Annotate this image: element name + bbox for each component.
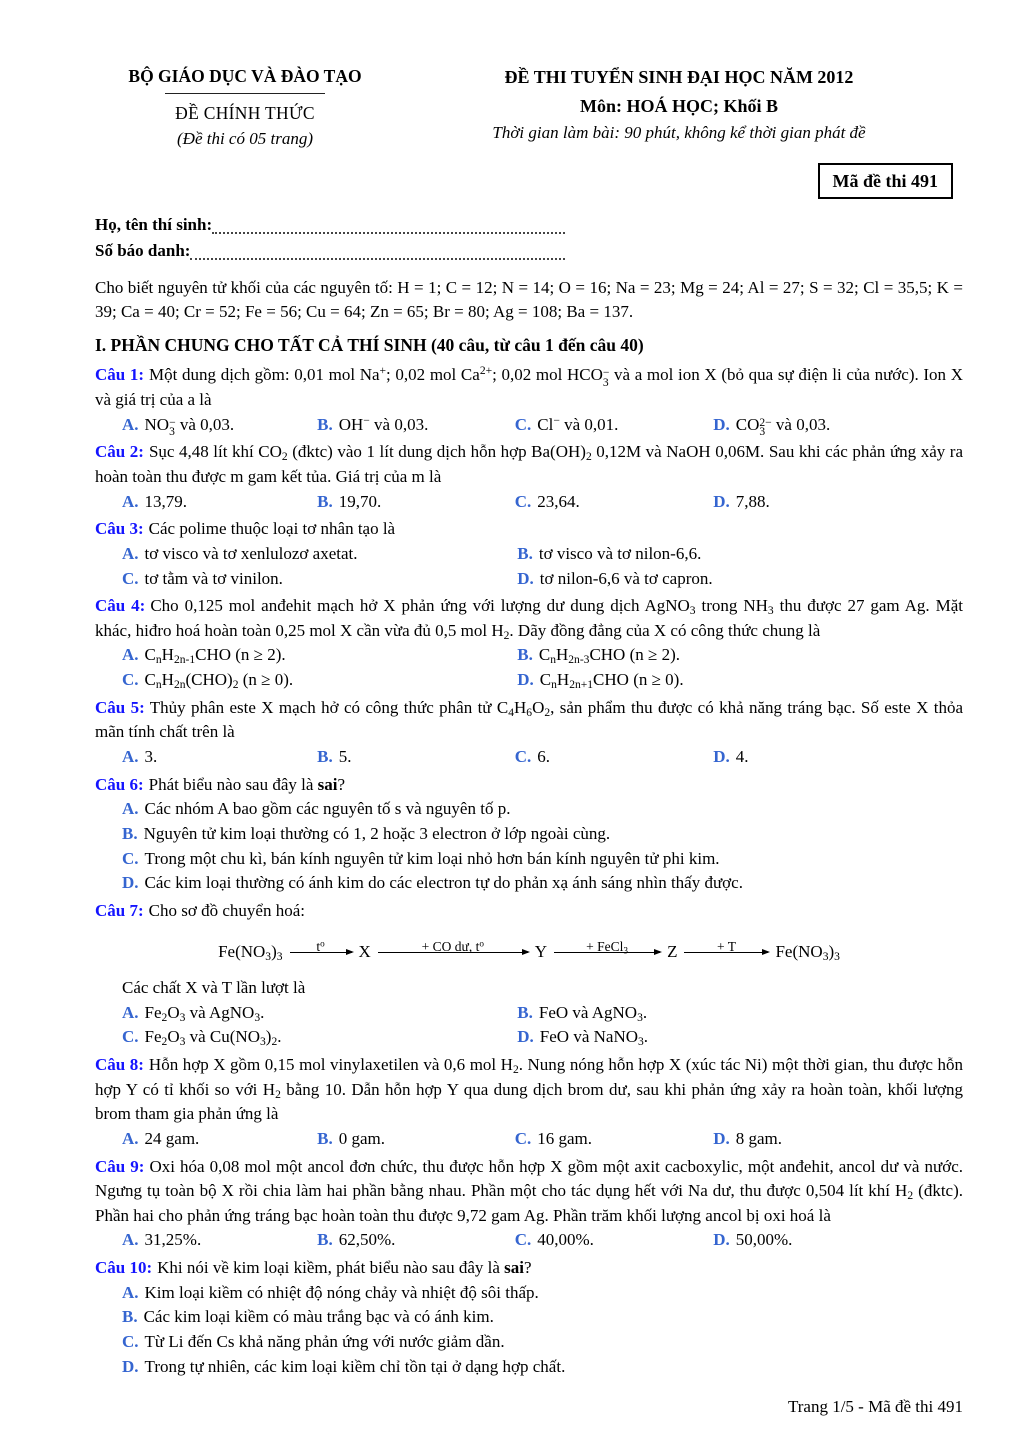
scheme-node: Y: [534, 942, 548, 962]
option-text: $C_nH_{2n-3}CHO$ (n ≥ 2).: [538, 645, 680, 667]
question-text: Hỗn hợp X gồm 0,15 mol vinylaxetilen và 0,6 mol $H_2$. Nung nóng hỗn hợp X (xúc tác Ni) một thời gian, thu được hỗn hợp Y có tỉ khối so với $H_2$ bằng 10. Dẫn hỗn hợp Y qua dung dịch brom dư, sau khi phản ứng xảy ra hoàn toàn, khối lượng brom tham gia phản ứng là: [95, 1054, 963, 1124]
option-letter: C.: [122, 848, 139, 868]
option-text: $C_nH_{2n}(CHO)_2$ (n ≥ 0).: [144, 670, 294, 692]
option: [122, 1228, 317, 1253]
options: [122, 490, 963, 515]
question-text: Khi nói về kim loại kiềm, phát biểu nào sau đây là sai?: [157, 1258, 532, 1278]
question-text: Các polime thuộc loại tơ nhân tạo là: [148, 519, 396, 539]
option-text: Các kim loại kiềm có màu trắng bạc và có ánh kim.: [143, 1307, 494, 1327]
question-body: [95, 696, 963, 745]
option-text: CO 2− 3 và 0,03.: [735, 414, 831, 439]
question: [95, 594, 963, 693]
options: [122, 1281, 963, 1380]
scheme-node: $Fe(NO_3)_3$: [218, 942, 283, 964]
question-label: Câu 6:: [95, 774, 144, 794]
option-letter: D.: [713, 414, 730, 434]
option-text: 62,50%.: [338, 1230, 396, 1250]
option: [515, 490, 713, 515]
option-letter: D.: [517, 1027, 534, 1047]
option-letter: C.: [514, 747, 532, 767]
option: [713, 413, 963, 438]
option-letter: B.: [317, 491, 333, 511]
option-letter: B.: [122, 823, 138, 843]
arrow-label: + T: [716, 938, 736, 954]
option-letter: A.: [122, 747, 139, 767]
option-text: Cl− và 0,01.: [537, 413, 619, 434]
option-letter: A.: [122, 1282, 139, 1302]
header-left: [95, 64, 395, 151]
option-text: 4.: [735, 747, 749, 767]
question-body: [95, 1256, 963, 1281]
page-count-note: (Đề thi có 05 trang): [177, 128, 313, 148]
option-text: 5.: [338, 747, 352, 767]
scheme-node: $Fe(NO_3)_3$: [775, 942, 840, 964]
option-text: Các nhóm A bao gồm các nguyên tố s và nguyên tố p.: [144, 799, 511, 819]
question-body: [95, 517, 963, 542]
question: [95, 517, 963, 591]
question-label: Câu 10:: [95, 1258, 153, 1278]
option-text: NO − 3 và 0,03.: [144, 414, 235, 439]
option-letter: A.: [122, 491, 139, 511]
option-text: tơ visco và tơ xenlulozơ axetat.: [144, 543, 358, 563]
option-letter: D.: [713, 1230, 730, 1250]
question-text: Cho sơ đồ chuyển hoá:: [148, 900, 305, 920]
question-label: Câu 5:: [95, 697, 145, 717]
option-text: FeO và NaNO$_3$.: [539, 1027, 649, 1049]
option-letter: A.: [122, 543, 139, 563]
option-text: Các kim loại thường có ánh kim do các electron tự do phản xạ ánh sáng nhìn thấy được.: [144, 873, 743, 893]
option: [122, 1281, 963, 1306]
option-letter: B.: [317, 747, 333, 767]
question: [95, 1155, 963, 1254]
options: [122, 797, 963, 896]
option-text: 8 gam.: [735, 1128, 783, 1148]
option: [122, 822, 963, 847]
question: [95, 363, 963, 437]
option: [317, 1228, 515, 1253]
option-letter: B.: [317, 1230, 333, 1250]
arrow-line: [684, 952, 768, 953]
section-heading: I. PHẦN CHUNG CHO TẤT CẢ THÍ SINH (40 câu, từ câu 1 đến câu 40): [95, 335, 644, 356]
footer-page-label: Trang 1/5 - Mã đề thi 491: [787, 1397, 963, 1417]
options: [122, 1001, 963, 1050]
option: [122, 871, 963, 896]
question-label: Câu 9:: [95, 1156, 145, 1176]
option-letter: D.: [713, 1128, 730, 1148]
option-text: 7,88.: [735, 491, 770, 511]
question-label: Câu 4:: [95, 596, 146, 616]
option-text: Từ Li đến Cs khả năng phản ứng với nước giảm dần.: [144, 1331, 505, 1351]
scheme-node: Z: [667, 942, 678, 962]
question: [95, 773, 963, 896]
scheme-arrow: [684, 932, 768, 975]
option-letter: A.: [122, 1002, 139, 1022]
options: [122, 643, 963, 692]
question-body: [95, 363, 963, 412]
options: [122, 1228, 963, 1253]
option-letter: B.: [517, 645, 533, 665]
exam-title: ĐỀ THI TUYỂN SINH ĐẠI HỌC NĂM 2012: [504, 67, 854, 87]
option-letter: C.: [514, 1230, 532, 1250]
option: [122, 643, 517, 668]
option: [122, 745, 317, 770]
option-letter: C.: [514, 1128, 532, 1148]
scheme-arrow: [290, 932, 352, 975]
option-letter: A.: [122, 1230, 139, 1250]
option-letter: D.: [713, 747, 730, 767]
arrow-line: [378, 952, 528, 953]
question-text: Thủy phân este X mạch hở có công thức phân tử $C_4H_6O_2$, sản phẩm thu được có khả năng tráng bạc. Số este X thỏa mãn tính chất trên là: [95, 697, 963, 742]
candidate-name-label: Họ, tên thí sinh:: [95, 215, 213, 235]
question-text: Cho 0,125 mol anđehit mạch hở X phản ứng với lượng dư dung dịch AgNO$_3$ trong $NH_3$ thu được 27 gam Ag. Mặt khác, hiđro hoá hoàn toàn 0,25 mol X cần vừa đủ 0,5 mol $H_2$. Dãy đồng đẳng của X có công thức chung là: [95, 596, 963, 643]
option-letter: D.: [517, 568, 534, 588]
option-text: 6.: [537, 747, 551, 767]
option: [122, 668, 517, 693]
question-list: [95, 363, 963, 1379]
option-letter: B.: [517, 1002, 533, 1022]
question-body: [95, 440, 963, 489]
atomic-masses: Cho biết nguyên tử khối của các nguyên tố: H = 1; C = 12; N = 14; O = 16; Na = 23; Mg = 24; Al = 27; S = 32; Cl = 35,5; K = 39; Ca = 40; Cr = 52; Fe = 56; Cu = 64; Zn = 65; Br = 80; Ag = 108; Ba = 137.: [95, 277, 963, 322]
option-letter: C.: [122, 568, 139, 588]
question: [95, 440, 963, 514]
option-text: Kim loại kiềm có nhiệt độ nóng chảy và nhiệt độ sôi thấp.: [144, 1282, 539, 1302]
question-text: Một dung dịch gồm: 0,01 mol Na+; 0,02 mol $Ca^{2+}$; 0,02 mol HCO − 3 và a mol ion X (bỏ qua sự điện li của nước). Ion X và giá trị của a là: [95, 364, 963, 410]
option-text: tơ tằm và tơ vinilon.: [144, 568, 283, 588]
option: [517, 1001, 963, 1026]
option-letter: C.: [122, 1027, 139, 1047]
scheme-arrow: [378, 932, 528, 975]
candidate-name-row: [95, 213, 565, 238]
header-right: [395, 64, 963, 151]
question-label: Câu 1:: [95, 365, 145, 385]
question: [95, 899, 963, 1050]
options: [122, 745, 963, 770]
option: [515, 1228, 713, 1253]
option: [515, 413, 713, 438]
option-text: 40,00%.: [537, 1230, 594, 1250]
option-text: Trong một chu kì, bán kính nguyên tử kim loại nhỏ hơn bán kính nguyên tử phi kim.: [144, 848, 720, 868]
option: [517, 542, 963, 567]
option-letter: B.: [317, 414, 333, 434]
option: [122, 797, 963, 822]
option-text: 16 gam.: [537, 1128, 593, 1148]
option: [317, 745, 515, 770]
option: [517, 567, 963, 592]
option: [122, 490, 317, 515]
options: [122, 1127, 963, 1152]
scheme-arrow: [554, 932, 660, 975]
option: [713, 1127, 963, 1152]
question-label: Câu 3:: [95, 519, 144, 539]
question-body: [95, 1155, 963, 1229]
option: [317, 413, 515, 438]
option-letter: A.: [122, 414, 139, 434]
question-post-text: Các chất X và T lần lượt là: [122, 978, 306, 998]
option-text: tơ nilon-6,6 và tơ capron.: [539, 568, 713, 588]
option-letter: D.: [517, 670, 534, 690]
question-label: Câu 8:: [95, 1054, 144, 1074]
exam-code-row: [95, 163, 953, 199]
option: [122, 1305, 963, 1330]
option-letter: A.: [122, 799, 139, 819]
subject-line: Môn: HOÁ HỌC; Khối B: [579, 96, 778, 117]
question-body: [95, 773, 963, 798]
option-text: $Fe_2O_3$ và $Cu(NO_3)_2$.: [144, 1027, 282, 1049]
option: [517, 643, 963, 668]
option-letter: D.: [713, 491, 730, 511]
option-text: Trong tự nhiên, các kim loại kiềm chỉ tồn tại ở dạng hợp chất.: [144, 1356, 566, 1376]
arrow-line: [554, 952, 660, 953]
option: [122, 1025, 517, 1050]
option-text: 23,64.: [537, 491, 580, 511]
option-text: $C_nH_{2n+1}CHO$ (n ≥ 0).: [539, 670, 684, 692]
option-letter: A.: [122, 645, 139, 665]
question: [95, 696, 963, 770]
option: [122, 1330, 963, 1355]
option-text: 13,79.: [144, 491, 188, 511]
option-letter: B.: [122, 1307, 138, 1327]
candidate-id-row: [95, 239, 565, 264]
option-text: 24 gam.: [144, 1128, 200, 1148]
option-text: 50,00%.: [735, 1230, 793, 1250]
scheme-node: X: [358, 942, 371, 962]
option-text: 31,25%.: [144, 1230, 202, 1250]
option-text: tơ visco và tơ nilon-6,6.: [538, 543, 702, 563]
question-body: [95, 1053, 963, 1127]
question-label: Câu 2:: [95, 442, 144, 462]
option-text: FeO và AgNO$_3$.: [538, 1002, 648, 1024]
option-text: $Fe_2O_3$ và AgNO$_3$.: [144, 1002, 265, 1024]
option: [122, 542, 517, 567]
question: [95, 1053, 963, 1152]
option-letter: A.: [122, 1128, 139, 1148]
option-text: OH− và 0,03.: [338, 413, 429, 434]
arrow-label: $t^o$: [316, 938, 325, 954]
question-body: [95, 594, 963, 643]
header: [95, 64, 963, 151]
option: [122, 413, 317, 438]
option: [122, 1127, 317, 1152]
option-letter: D.: [122, 873, 139, 893]
option: [713, 745, 963, 770]
question-text: Oxi hóa 0,08 mol một ancol đơn chức, thu được hỗn hợp X gồm một axit cacboxylic, một anđehit, ancol dư và nước. Ngưng tụ toàn bộ X rồi chia làm hai phần bằng nhau. Phần một cho tác dụng hết với Na dư, thu được 0,504 lít khí $H_2$ (đktc). Phần hai cho phản ứng tráng bạc hoàn toàn thu được 9,72 gam Ag. Phần trăm khối lượng ancol bị oxi hoá là: [95, 1156, 963, 1225]
ministry-name: BỘ GIÁO DỤC VÀ ĐÀO TẠO: [128, 66, 362, 86]
option-letter: D.: [122, 1356, 139, 1376]
option-text: 3.: [144, 747, 158, 767]
option-letter: B.: [317, 1128, 333, 1148]
option-text: Nguyên tử kim loại thường có 1, 2 hoặc 3 electron ở lớp ngoài cùng.: [143, 823, 611, 843]
option: [517, 1025, 963, 1050]
option-letter: C.: [122, 670, 139, 690]
option-letter: C.: [122, 1331, 139, 1351]
option-letter: C.: [514, 414, 532, 434]
option: [515, 1127, 713, 1152]
option: [122, 847, 963, 872]
question-text: Phát biểu nào sau đây là sai?: [148, 774, 346, 794]
arrow-label: + FeCl$_3$: [586, 938, 628, 956]
ministry-underline: [165, 93, 325, 94]
question: [95, 1256, 963, 1379]
option: [517, 668, 963, 693]
option: [713, 1228, 963, 1253]
options: [122, 413, 963, 438]
option-text: $C_nH_{2n-1}CHO$ (n ≥ 2).: [144, 645, 286, 667]
exam-official-label: ĐỀ CHÍNH THỨC: [175, 103, 315, 124]
candidate-id-label: Số báo danh:: [95, 241, 191, 261]
option-text: 19,70.: [338, 491, 382, 511]
option: [317, 490, 515, 515]
option: [122, 1355, 963, 1380]
exam-code-box: Mã đề thi 491: [818, 163, 954, 199]
option: [122, 567, 517, 592]
option: [122, 1001, 517, 1026]
option: [713, 490, 963, 515]
option: [515, 745, 713, 770]
reaction-scheme: [95, 932, 963, 975]
question-body: [95, 899, 963, 924]
arrow-line: [290, 952, 352, 953]
question-text: Sục 4,48 lít khí $CO_2$ (đktc) vào 1 lít dung dịch hỗn hợp $Ba(OH)_2$ 0,12M và NaOH 0,06M. Sau khi các phản ứng xảy ra hoàn toàn thu được m gam kết tủa. Giá trị của m là: [95, 442, 964, 486]
option-letter: B.: [517, 543, 533, 563]
candidate-id-blank: [190, 258, 565, 260]
duration-line: Thời gian làm bài: 90 phút, không kể thời gian phát đề: [492, 123, 866, 143]
option-letter: C.: [514, 491, 532, 511]
options: [122, 542, 963, 591]
arrow-label: + CO dư, $t^o$: [421, 938, 484, 954]
option: [317, 1127, 515, 1152]
question-label: Câu 7:: [95, 900, 144, 920]
candidate-name-blank: [212, 232, 565, 234]
option-text: 0 gam.: [338, 1128, 385, 1148]
